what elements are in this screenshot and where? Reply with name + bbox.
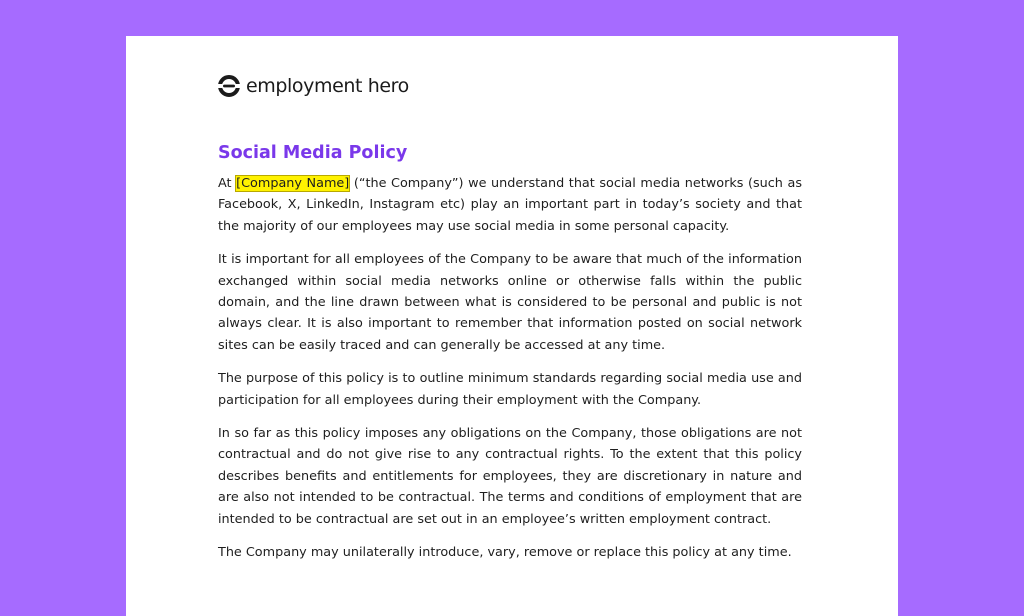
paragraph-intro-rest: (“the Company”) we understand that social media networks (such as Facebook, X, LinkedIn, Instagram etc) play an important part in today’s society and that the majority of our employees may use social media in some personal capacity.: [218, 176, 802, 234]
document-body: [218, 173, 802, 576]
paragraph-intro-lead: At: [218, 176, 237, 191]
brand-name: employment hero: [246, 75, 409, 97]
paragraph-intro: [218, 173, 802, 237]
company-name-placeholder: [Company Name]: [236, 176, 350, 191]
brand-logo: [218, 75, 409, 97]
document-title: Social Media Policy: [218, 143, 408, 163]
paragraph-public-domain: It is important for all employees of the Company to be aware that much of the information exchanged within social media networks online or otherwise falls within the public domain, and the line drawn between what is considered to be personal and public is not always clear. It is also important to remember that information posted on social network sites can be easily traced and can generally be accessed at any time.: [218, 252, 802, 353]
paragraph-purpose: The purpose of this policy is to outline minimum standards regarding social media use and participation for all employees during their employment with the Company.: [218, 371, 802, 408]
employment-hero-logo-icon: [218, 75, 240, 97]
paragraph-changes: The Company may unilaterally introduce, vary, remove or replace this policy at any time.: [218, 545, 792, 561]
document-page: [126, 36, 898, 616]
paragraph-obligations: In so far as this policy imposes any obligations on the Company, those obligations are not contractual and do not give rise to any contractual rights. To the extent that this policy describes benefits and entitlements for employees, they are discretionary in nature and are also not intended to be contractual. The terms and conditions of employment that are intended to be contractual are set out in an employee’s written employment contract.: [218, 426, 802, 527]
